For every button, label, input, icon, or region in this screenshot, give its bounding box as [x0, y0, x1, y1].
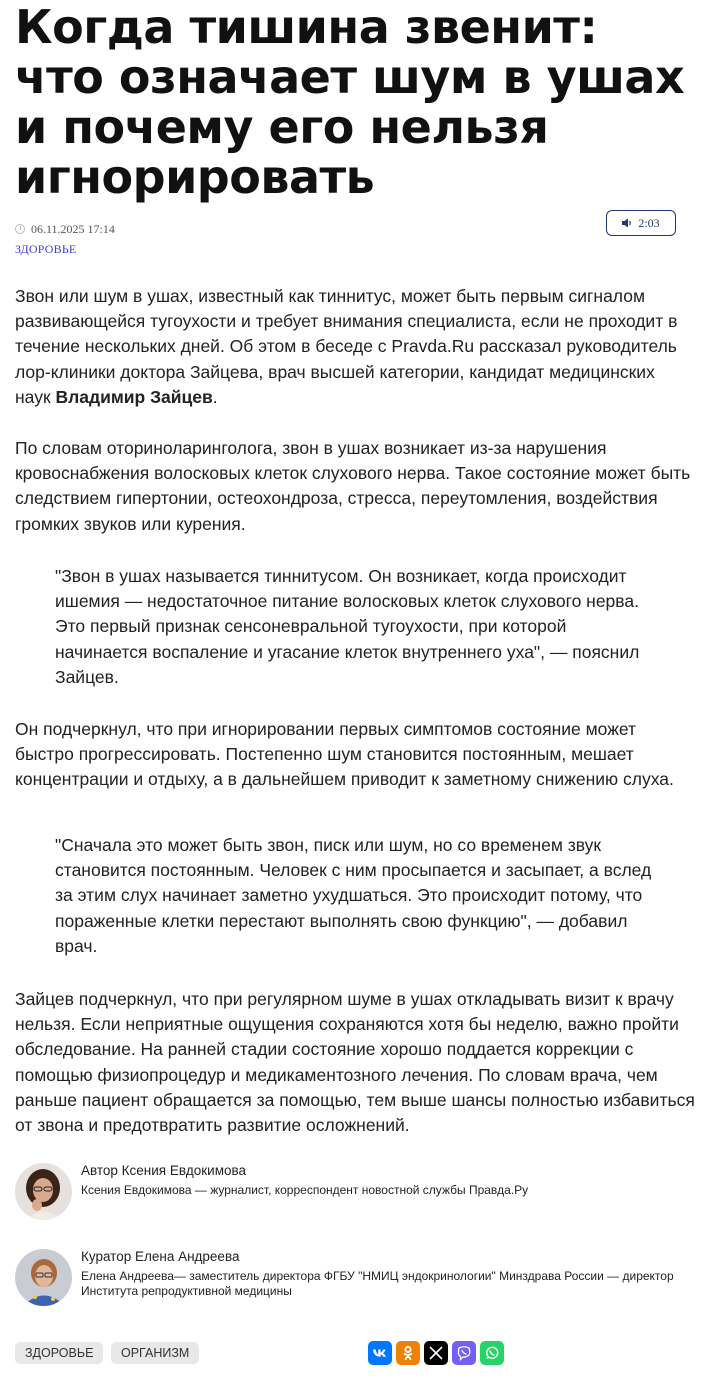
whatsapp-icon	[484, 1345, 500, 1361]
publish-date	[15, 222, 115, 236]
paragraph-1-end: .	[212, 386, 218, 407]
audio-play-button[interactable]	[606, 210, 676, 236]
tag-health[interactable]: ЗДОРОВЬЕ	[15, 1342, 103, 1364]
article-paragraph-3: Он подчеркнул, что при игнорировании первых симптомов состояние может быстро прогрессировать. Постепенно шум становится постоянным, мешает концентрации и отдыху, а в дальнейшем приводит к заметному снижению слуха.	[15, 719, 674, 790]
paragraph-1-text: Звон или шум в ушах, известный как тиннитус, может быть первым сигналом развивающейся тугоухости и требует внимания специалиста, если не проходит в течение нескольких дней. Об этом в беседе с Pravda.Ru рассказал руководитель лор-клиники доктора Зайцева, врач высшей категории, кандидат медицинских наук	[15, 286, 678, 407]
curator-role[interactable]: Куратор Елена Андреева	[81, 1249, 240, 1264]
clock-icon	[15, 224, 25, 234]
share-whatsapp-button[interactable]	[480, 1341, 504, 1365]
article-title: Когда тишина звенит: что означает шум в ушах и почему его нельзя игнорировать	[15, 0, 685, 204]
share-viber-button[interactable]	[452, 1341, 476, 1365]
expert-name: Владимир Зайцев	[55, 386, 213, 407]
tag-organism[interactable]: ОРГАНИЗМ	[111, 1342, 199, 1364]
curator-avatar[interactable]	[15, 1249, 72, 1306]
x-icon	[428, 1345, 444, 1361]
quote-1: "Звон в ушах называется тиннитусом. Он возникает, когда происходит ишемия — недостаточное питание волосковых клеток слухового нерва. Это первый признак сенсоневральной тугоухости, при которой начинается воспаление и угасание клеток внутреннего уха", — пояснил Зайцев.	[55, 566, 640, 687]
article-paragraph-2: По словам оториноларинголога, звон в ушах возникает из-за нарушения кровоснабжения волосковых клеток слухового нерва. Такое состояние может быть следствием гипертонии, остеохондроза, стресса, переутомления, воздействия громких звуков или курения.	[15, 438, 691, 534]
audio-duration: 2:03	[638, 215, 660, 230]
publish-date-text: 06.11.2025 17:14	[31, 221, 115, 236]
author-avatar[interactable]	[15, 1163, 72, 1220]
curator-description: Елена Андреева— заместитель директора ФГБУ "НМИЦ эндокринологии" Минздрава России — директор Института репродуктивной медицины	[81, 1269, 674, 1298]
category-link[interactable]: ЗДОРОВЬЕ	[15, 242, 77, 256]
article-paragraph-1	[15, 284, 695, 410]
share-ok-button[interactable]	[396, 1341, 420, 1365]
share-x-button[interactable]	[424, 1341, 448, 1365]
viber-icon	[456, 1345, 472, 1361]
author-description: Ксения Евдокимова — журналист, корреспондент новостной службы Правда.Ру	[81, 1183, 529, 1197]
author-role[interactable]: Автор Ксения Евдокимова	[81, 1163, 247, 1178]
speaker-icon	[622, 218, 633, 228]
curator-card	[15, 1249, 695, 1309]
vk-icon	[372, 1345, 388, 1361]
quote-2: "Сначала это может быть звон, писк или шум, но со временем звук становится постоянным. Человек с ним просыпается и засыпает, а вслед за этим слух начинает заметно ухудшаться. Это происходит потому, что пораженные клетки перестают выполнять свою функцию", — добавил врач.	[55, 835, 652, 956]
article-paragraph-4: Зайцев подчеркнул, что при регулярном шуме в ушах откладывать визит к врачу нельзя. Если неприятные ощущения сохраняются хотя бы неделю, важно пройти обследование. На ранней стадии состояние хорошо поддается коррекции с помощью физиопроцедур и медикаментозного лечения. По словам врача, чем раньше пациент обращается за помощью, тем выше шансы полностью избавиться от звона и предотвратить развитие осложнений.	[15, 989, 695, 1136]
share-vk-button[interactable]	[368, 1341, 392, 1365]
author-card	[15, 1163, 695, 1223]
odnoklassniki-icon	[400, 1345, 416, 1361]
